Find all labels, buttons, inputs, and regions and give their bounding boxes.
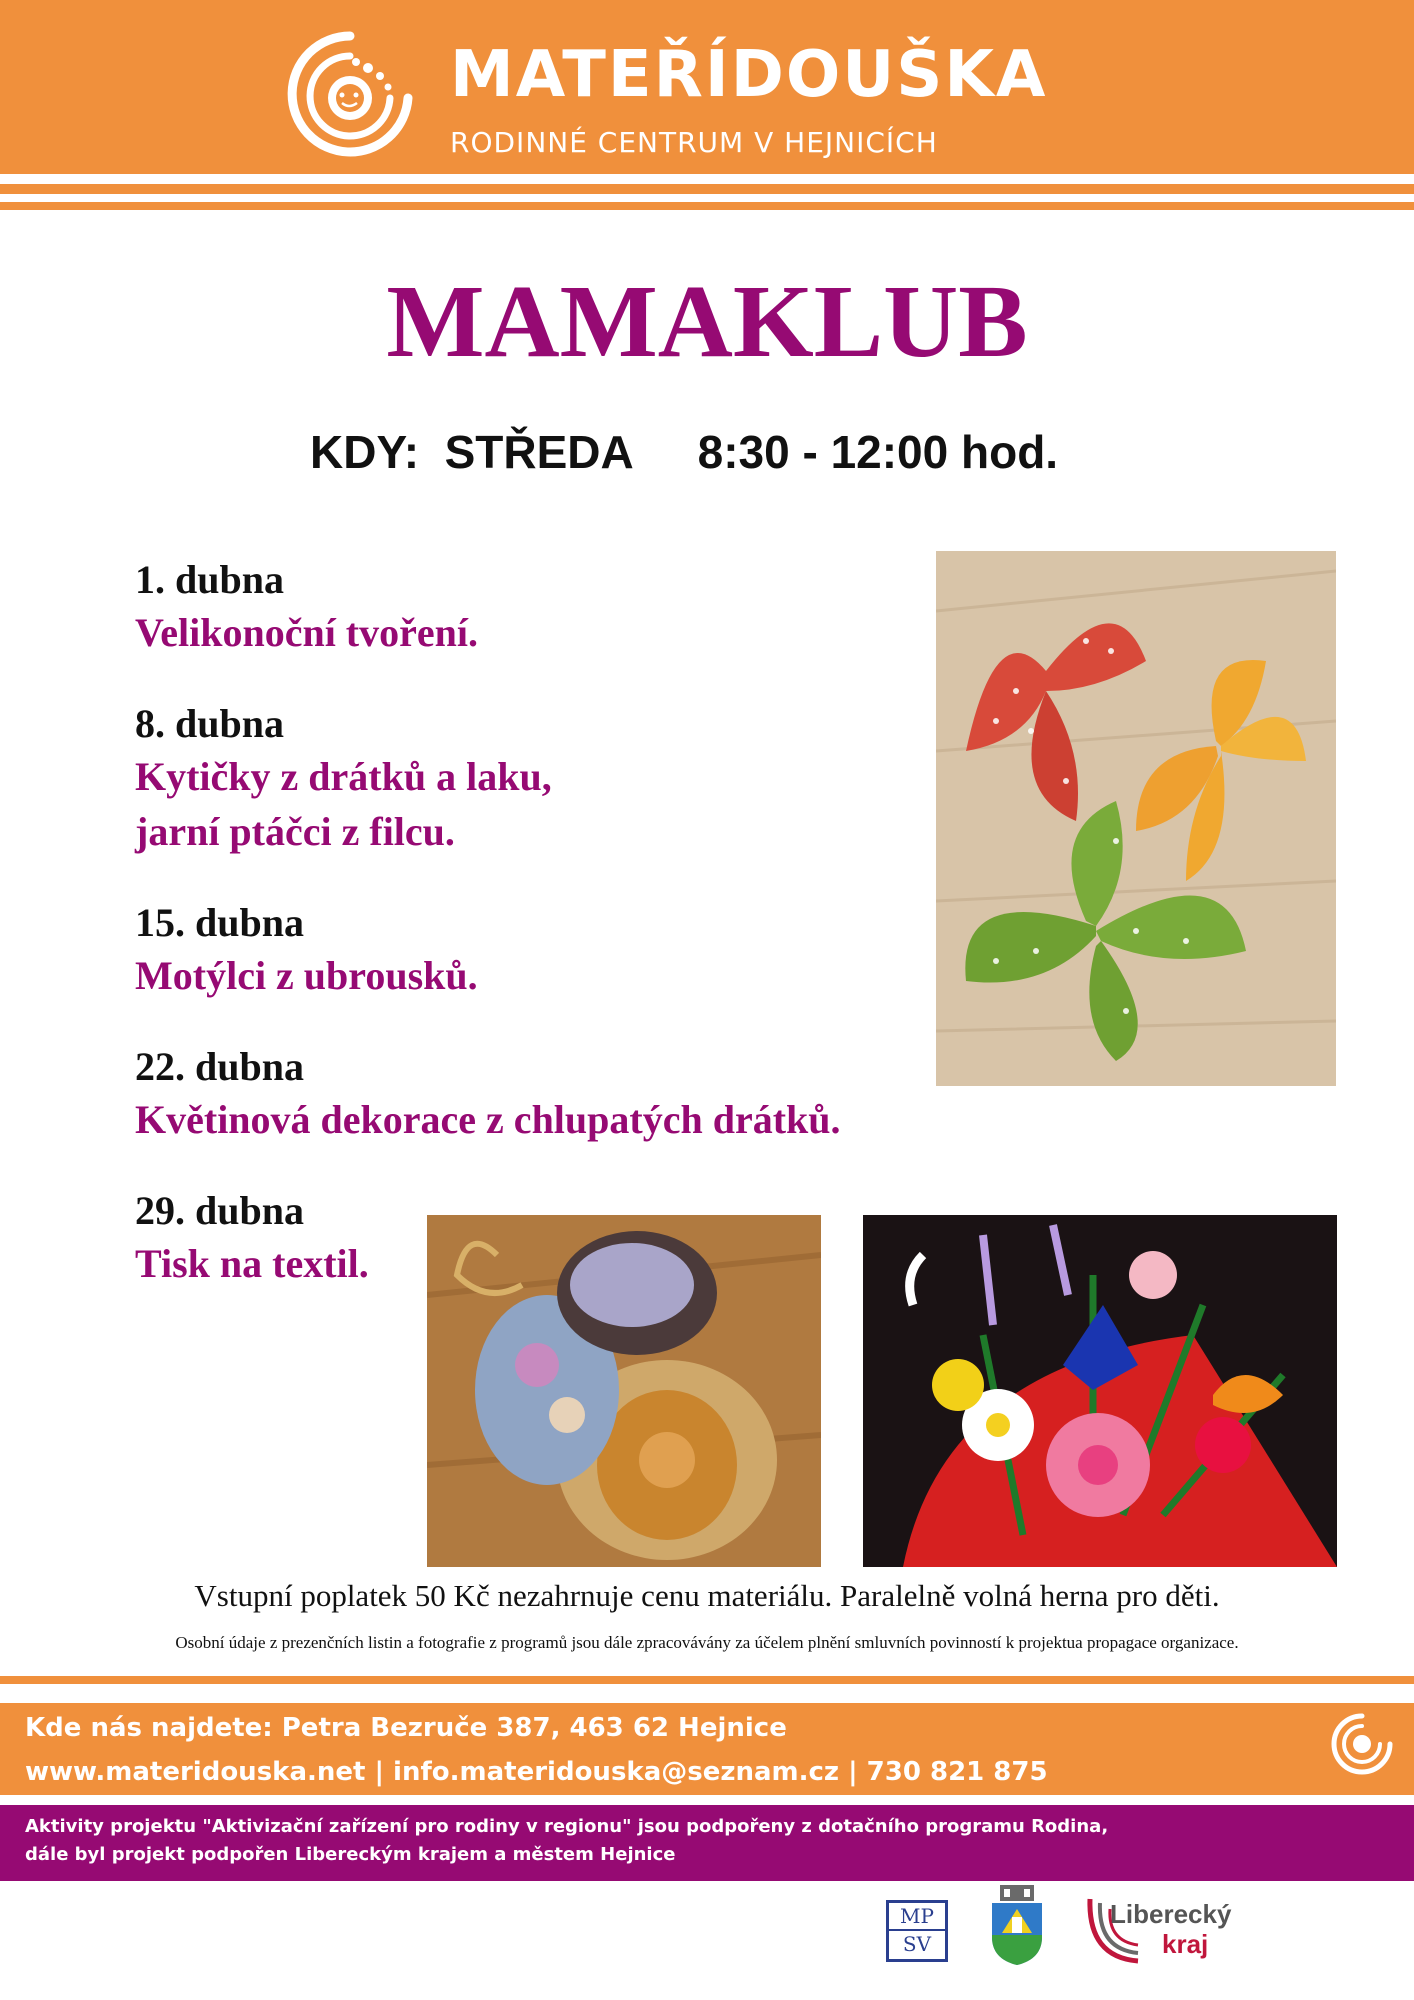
event-date: 29. dubna [135,1188,304,1233]
mpsv-logo [886,1900,948,1962]
project-line-1: Aktivity projektu "Aktivizační zařízení pro rodiny v regionu" jsou podpořeny z dotačního programu Rodina, [25,1816,1109,1837]
mpsv-logo-top: MP [900,1904,934,1928]
footer-contact [25,1706,1048,1794]
butterflies-photo [936,551,1336,1086]
event-description: Motýlci z ubrousků. [135,953,478,998]
event-date: 8. dubna [135,701,284,746]
materidouska-small-logo-icon [1330,1712,1394,1776]
fee-note: Vstupní poplatek 50 Kč nezahrnuje cenu materiálu. Paralelně volná herna pro děti. [194,1578,1220,1613]
contact-text: www.materidouska.net | info.materidouska@seznam.cz | 730 821 875 [25,1757,1048,1787]
liberecky-kraj-text-1: Liberecký [1110,1899,1232,1929]
event-item [135,555,841,660]
event-description: Kytičky z drátků a laku, [135,754,552,799]
footer-divider [0,1676,1414,1684]
event-description: Květinová dekorace z chlupatých drátků. [135,1097,841,1142]
when-label: KDY: [310,426,420,478]
header-divider [0,184,1414,194]
event-description: Tisk na textil. [135,1241,369,1286]
when-time: 8:30 - 12:00 hod. [697,426,1059,478]
address-text: Kde nás najdete: Petra Bezruče 387, 463 62 Hejnice [25,1713,787,1743]
brand-subtitle: RODINNÉ CENTRUM V HEJNICÍCH [450,126,938,159]
privacy-note: Osobní údaje z prezenčních listin a fotografie z programů jsou dále zpracovávány za účelem plnění smluvních povinností k projektua propagace organizace. [175,1633,1239,1652]
materidouska-logo-icon [280,28,420,158]
mpsv-logo-bottom: SV [889,1929,945,1957]
event-list [135,555,841,1330]
project-info [25,1813,1108,1869]
event-date: 22. dubna [135,1044,304,1089]
event-item [135,699,841,859]
event-description: Velikonoční tvoření. [135,610,478,655]
event-date: 1. dubna [135,557,284,602]
liberecky-kraj-text-2: kraj [1162,1929,1209,1959]
liberecky-kraj-logo [1080,1895,1230,1965]
event-description: jarní ptáčci z filcu. [135,809,455,854]
decoupage-eggs-photo [427,1215,821,1567]
project-line-2: dále byl projekt podpořen Libereckým krajem a městem Hejnice [25,1844,676,1865]
page-title: MAMAKLUB [386,264,1028,379]
schedule-when [310,425,1058,479]
event-item [135,1042,841,1147]
event-date: 15. dubna [135,900,304,945]
header-divider [0,202,1414,210]
hejnice-coat-of-arms-icon [988,1885,1046,1965]
pipe-cleaner-flowers-photo [863,1215,1337,1567]
when-day: STŘEDA [444,426,634,478]
brand-name: MATEŘÍDOUŠKA [450,38,1048,112]
event-item [135,898,841,1003]
